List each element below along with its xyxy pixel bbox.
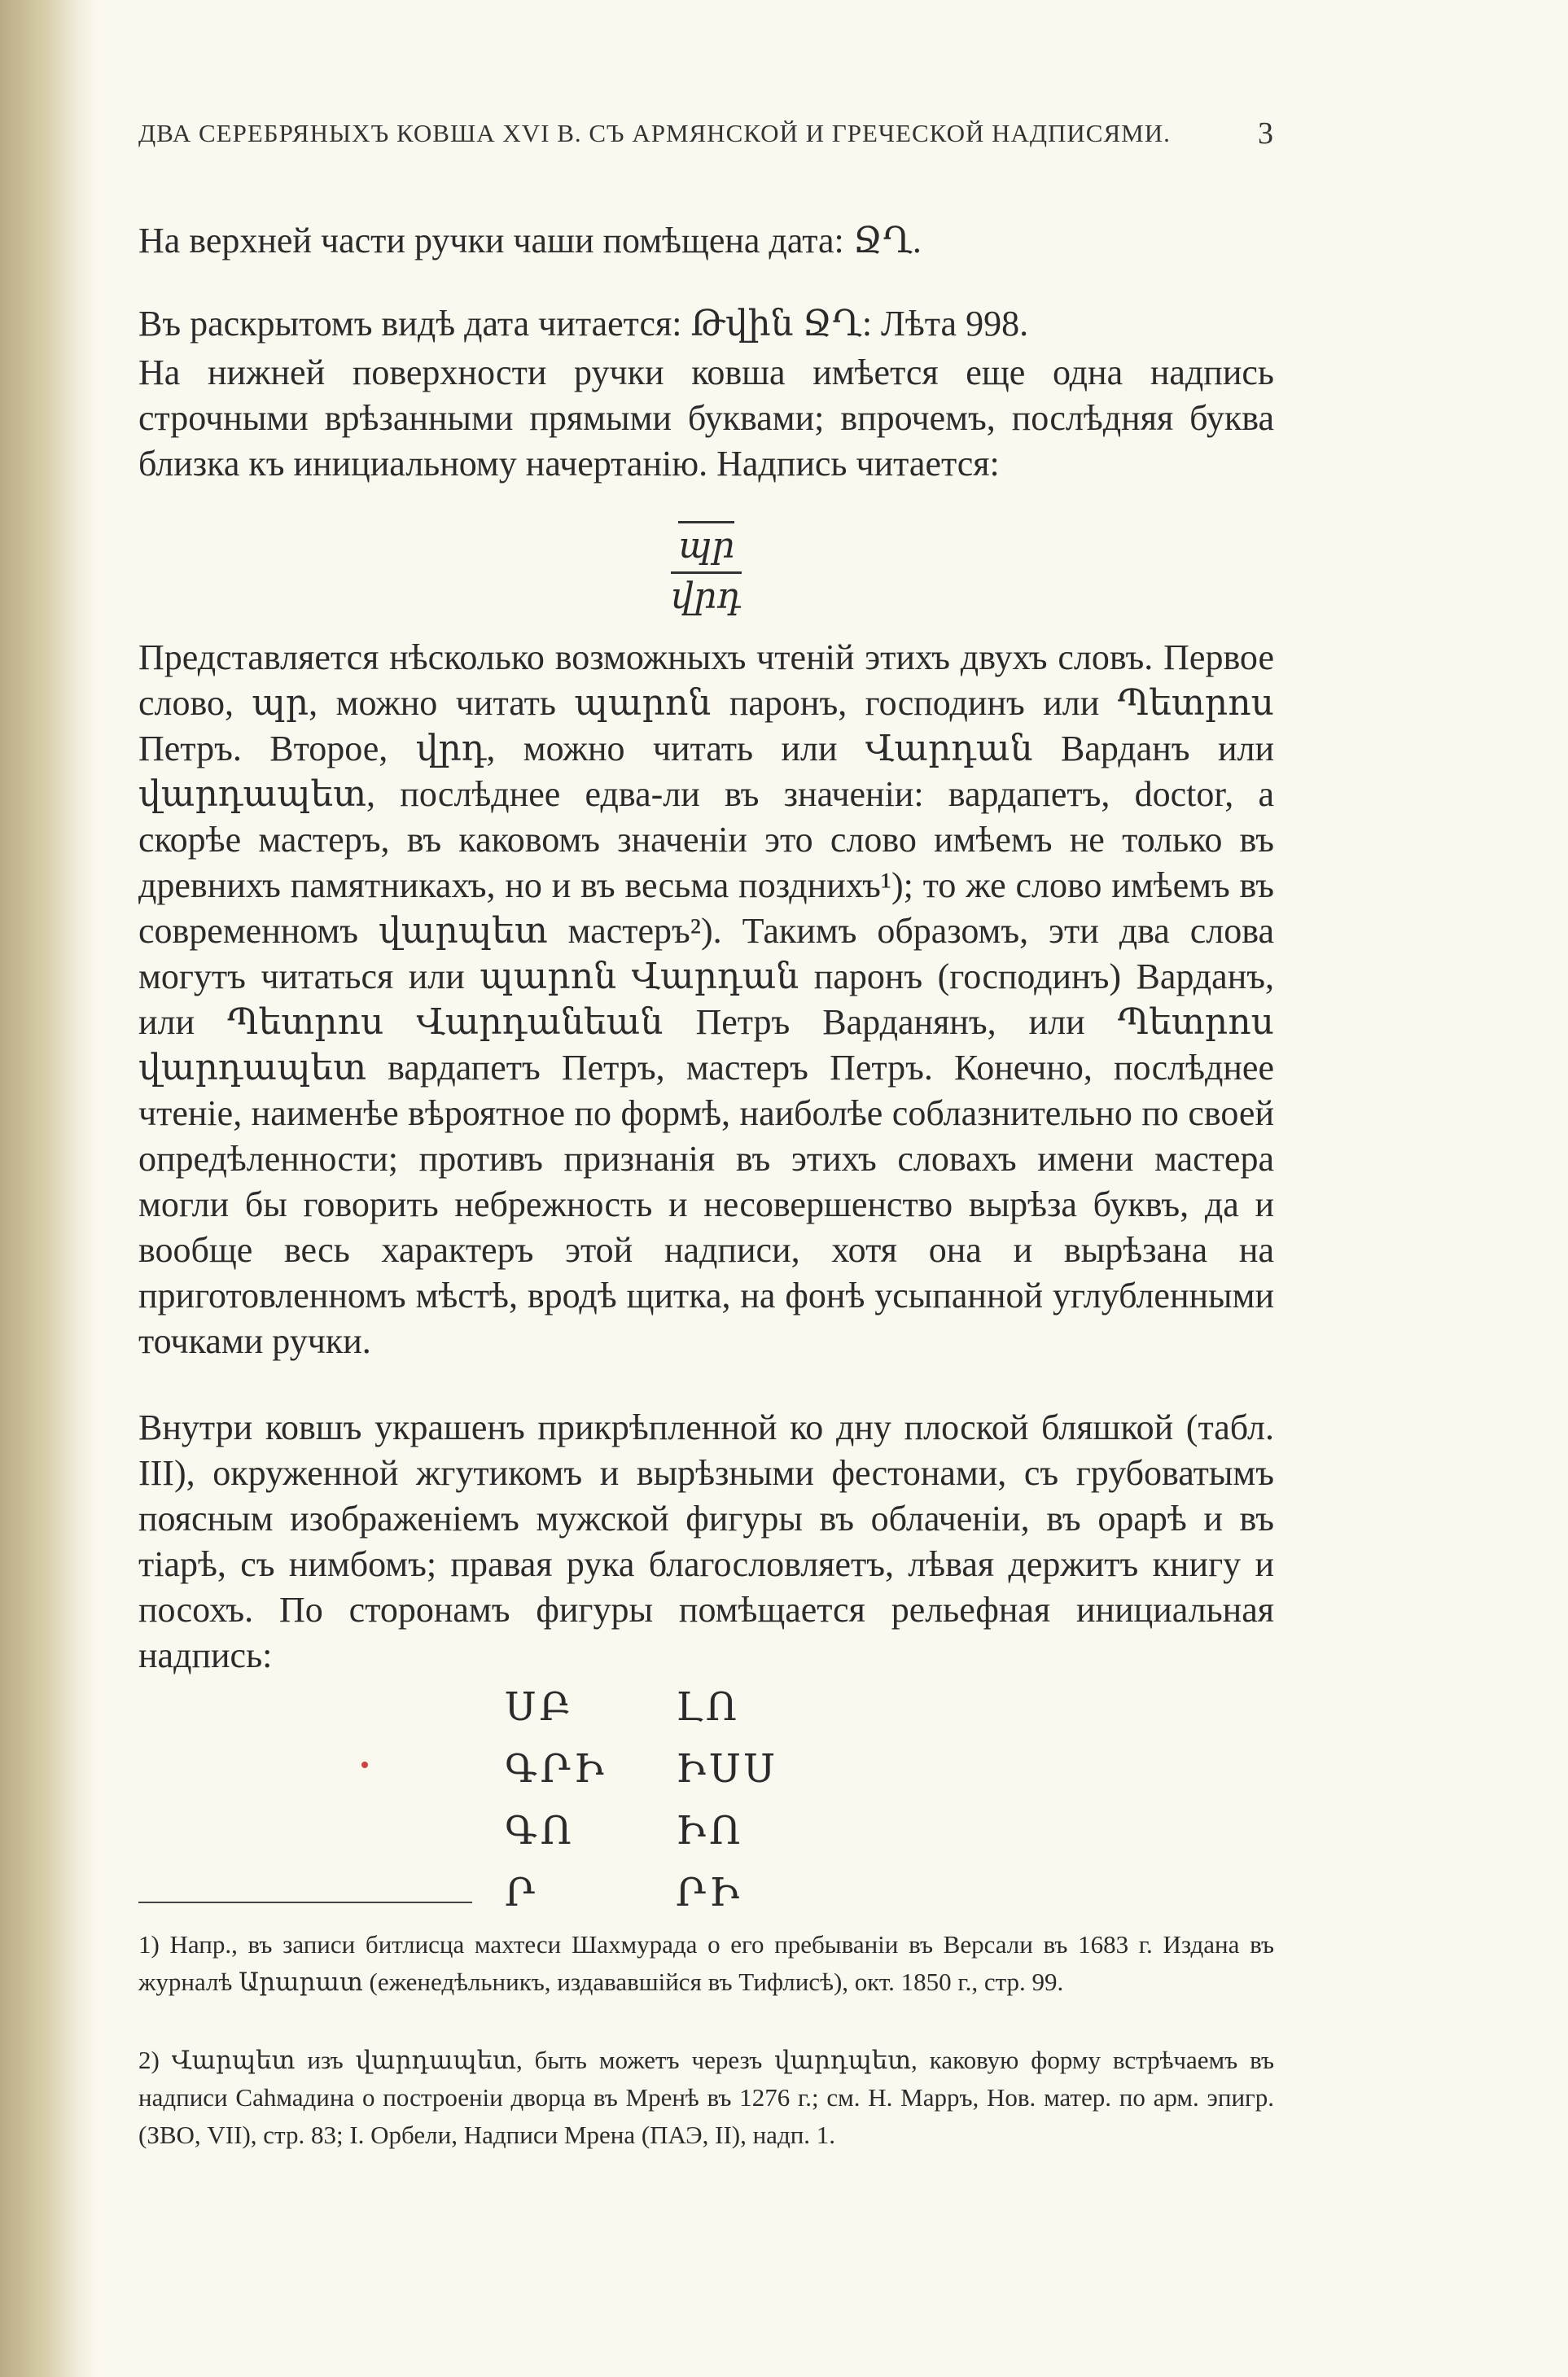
abbreviation-bottom [138,571,1274,617]
ink-speck [361,1762,368,1768]
running-title: ДВА СЕРЕБРЯНЫХЪ КОВША XVI В. СЪ АРМЯНСКОЙ И ГРЕЧЕСКОЙ НАДПИСЯМИ. [138,119,1171,147]
paragraph-date-expanded: Въ раскрытомъ видѣ дата читается: Թվին ՋՂ: Лѣта 998. [138,304,1029,344]
paragraph-plaque: Внутри ковшъ украшенъ прикрѣпленной ко дну плоской бляшкой (табл. III), окруженной жгутикомъ и вырѣзными фестонами, съ грубоватымъ поясным изображеніемъ мужской фигуры въ облаченіи, въ орарѣ и въ тіарѣ, съ нимбомъ; правая рука благословляетъ, лѣвая держитъ книгу и посохъ. По сторонамъ фигуры помѣщается рельефная инициальная надпись: [138,1407,1274,1675]
inscription-right-1: ԼՈ [676,1686,741,1729]
inscription-row [505,1863,798,1924]
inscription-row [505,1801,798,1863]
inscription-left-3: ԳՈ [505,1810,575,1853]
abbreviation-top-text: պր [678,521,735,567]
footnote-1: 1) Напр., въ записи битлисца махтеси Шахмурада о его пребываніи въ Версали въ 1683 г. Издана въ журналѣ Արարատ (еженедѣльникъ, издававшійся въ Тифлисѣ), окт. 1850 г., стр. 99. [138,1930,1274,1996]
abbreviation-bottom-text: վրդ [671,571,742,617]
inscription-left-2: ԳՐԻ [505,1748,607,1791]
paragraph-date: На верхней части ручки чаши помѣщена дата: ՋՂ. [138,221,922,260]
inscription-right-4: ՐԻ [676,1871,743,1915]
footnote-2: 2) Վարպետ изъ վարդապետ, быть можетъ черезъ վարդպետ, каковую форму встрѣчаемъ въ надписи Саһмадина о построеніи дворца въ Мренѣ въ 1276 г.; см. Н. Марръ, Нов. матер. по арм. эпигр. (ЗВО, VII), стр. 83; І. Орбели, Надписи Мрена (ПАЭ, II), надп. 1. [138,2046,1274,2149]
inscription-row [505,1677,798,1739]
footnote-rule [138,1902,472,1903]
inscription-right-3: ԻՈ [676,1810,744,1853]
relief-inscription [505,1677,798,1924]
paragraph-readings: Представляется нѣсколько возможныхъ чтеній этихъ двухъ словъ. Первое слово, պր, можно читать պարոն паронъ, господинъ или Պետրոս Петръ. Второе, վրդ, можно читать или Վարդան Варданъ или վարդապետ, послѣднее едва-ли въ значеніи: вардапетъ, doctor, а скорѣе мастеръ, въ каковомъ значеніи это слово имѣемъ не только въ древнихъ памятникахъ, но и въ весьма позднихъ¹); то же слово имѣемъ въ современномъ վարպետ мастеръ²). Такимъ образомъ, эти два слова могутъ читаться или պարոն Վարդան паронъ (господинъ) Варданъ, или Պետրոս Վարդանեան Петръ Варданянъ, или Պետրոս վարդապետ вардапетъ Петръ, мастеръ Петръ. Конечно, послѣднее чтеніе, наименѣе вѣроятное по формѣ, наиболѣе соблазнительно по своей опредѣленности; противъ признанія въ этихъ словахъ имени мастера могли бы говорить небрежность и несовершенство вырѣза буквъ, да и вообще весь характеръ этой надписи, хотя она и вырѣзана на приготовленномъ мѣстѣ, вродѣ щитка, на фонѣ усыпанной углубленными точками ручки. [138,637,1274,1361]
inscription-right-2: ԻՍՍ [676,1748,778,1791]
page-gutter-shadow [0,0,98,2377]
paragraph-inscription-intro: На нижней поверхности ручки ковша имѣется еще одна надпись строчными врѣзанными прямыми буквами; впрочемъ, послѣдняя буква близка къ инициальному начертанію. Надпись читается: [138,352,1274,484]
abbreviation-top [138,521,1274,567]
inscription-left-1: ՍԲ [505,1686,575,1729]
running-header [138,116,1274,151]
inscription-row [505,1739,798,1801]
inscription-left-4: Ր [505,1871,539,1915]
page-number: 3 [1258,116,1274,151]
